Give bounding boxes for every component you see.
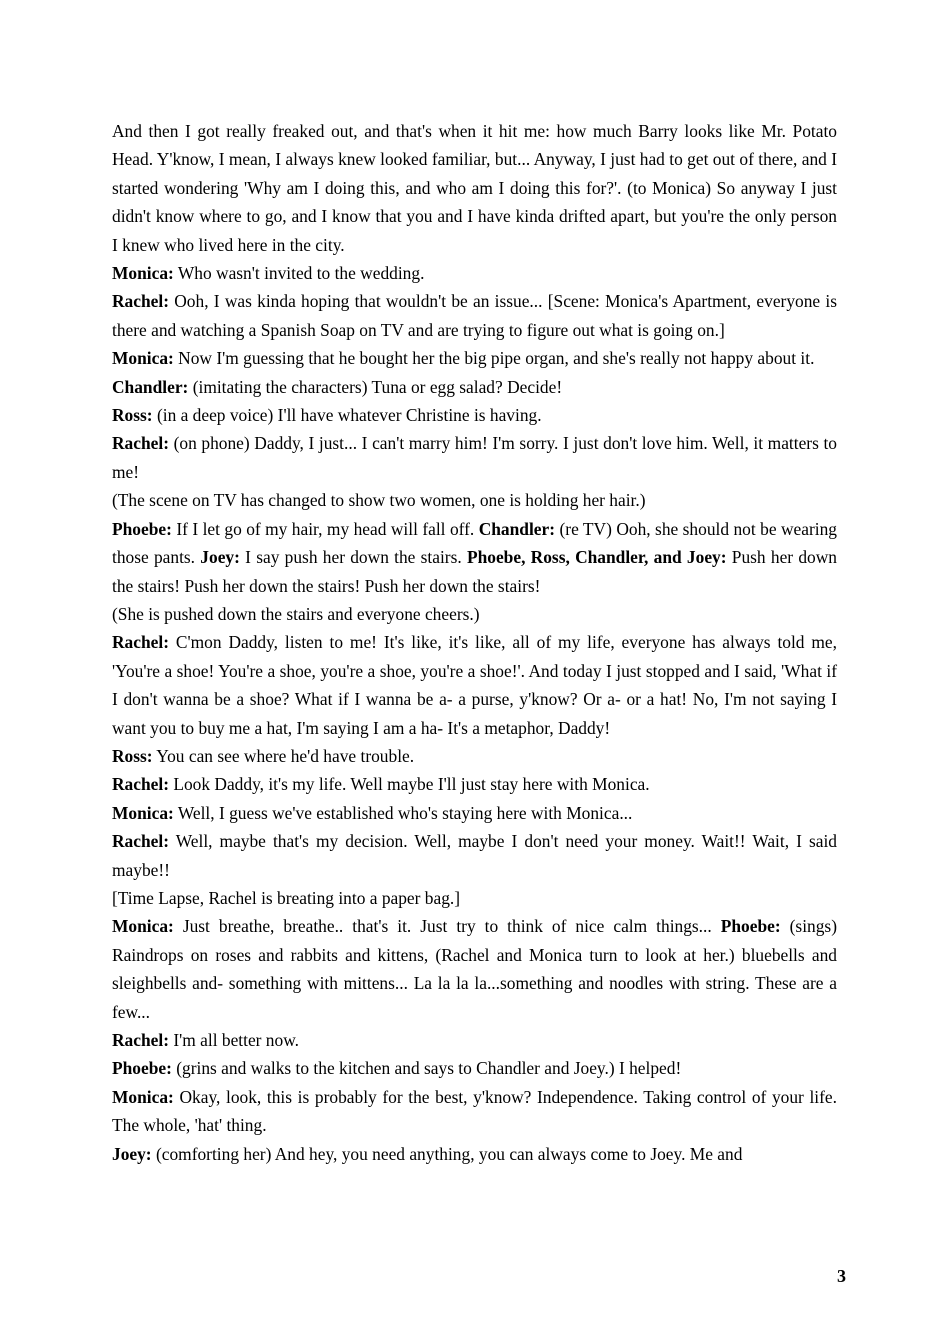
- dialogue-paragraph: [112, 1026, 837, 1054]
- dialogue-paragraph: [112, 1054, 837, 1082]
- speaker-name: Chandler:: [478, 518, 556, 539]
- speaker-name: Ross:: [112, 405, 153, 426]
- speaker-name: Joey:: [112, 1143, 152, 1164]
- dialogue-text: I say push her down the stairs.: [239, 547, 467, 568]
- speaker-name: Joey:: [200, 547, 240, 568]
- dialogue-text: Okay, look, this is probably for the best, y'know? Independence. Taking control of your life. The whole, 'hat' thing.: [112, 1086, 837, 1136]
- speaker-name: Rachel:: [112, 291, 169, 312]
- speaker-name: Phoebe:: [720, 916, 781, 937]
- dialogue-text: (in a deep voice) I'll have whatever Christine is having.: [152, 405, 542, 426]
- speaker-name: Rachel:: [112, 774, 169, 795]
- dialogue-paragraph: [112, 912, 837, 1026]
- dialogue-text: Ooh, I was kinda hoping that wouldn't be an issue... [Scene: Monica's Apartment, everyone is there and watching a Spanish Soap on TV and are trying to figure out what is going on.]: [112, 291, 837, 340]
- speaker-name: Rachel:: [112, 632, 169, 653]
- dialogue-paragraph: [112, 742, 837, 770]
- speaker-name: Monica:: [112, 1086, 174, 1107]
- dialogue-text: (comforting her) And hey, you need anything, you can always come to Joey. Me and: [151, 1143, 743, 1164]
- dialogue-text: You can see where he'd have trouble.: [152, 745, 415, 766]
- dialogue-paragraph: [112, 515, 837, 600]
- dialogue-paragraph: [112, 827, 837, 884]
- dialogue-text: I'm all better now.: [169, 1030, 299, 1050]
- speaker-name: Ross:: [112, 745, 153, 766]
- dialogue-paragraph: [112, 600, 837, 628]
- dialogue-paragraph: [112, 770, 837, 798]
- dialogue-text: Well, maybe that's my decision. Well, maybe I don't need your money. Wait!! Wait, I said maybe!!: [112, 831, 837, 880]
- dialogue-text: And then I got really freaked out, and that's when it hit me: how much Barry looks like Mr. Potato Head. Y'know, I mean, I always knew looked familiar, but... Anyway, I just had to get out of there, and I started wondering 'Why am I doing this, and who am I doing this for?'. (to Monica) So anyway I just didn't know where to go, and I know that you and I have kinda drifted apart, but you're the only person I knew who lived here in the city.: [112, 121, 837, 255]
- dialogue-text: (She is pushed down the stairs and everyone cheers.): [112, 603, 480, 624]
- dialogue-text: Push her down the stairs! Push her down the stairs! Push her down the stairs!: [112, 547, 837, 596]
- dialogue-text: Now I'm guessing that he bought her the big pipe organ, and she's really not happy about it.: [173, 348, 815, 369]
- dialogue-text: (The scene on TV has changed to show two women, one is holding her hair.): [112, 490, 646, 511]
- speaker-name: Rachel:: [112, 1030, 169, 1050]
- dialogue-paragraph: [112, 486, 837, 514]
- dialogue-text: If I let go of my hair, my head will fall off.: [171, 518, 479, 539]
- transcript-body: [112, 117, 837, 1168]
- speaker-name: Rachel:: [112, 831, 169, 852]
- dialogue-text: Who wasn't invited to the wedding.: [173, 263, 425, 284]
- dialogue-paragraph: [112, 799, 837, 827]
- dialogue-text: [Time Lapse, Rachel is breating into a paper bag.]: [112, 887, 461, 908]
- dialogue-paragraph: [112, 259, 837, 287]
- dialogue-paragraph: [112, 1083, 837, 1140]
- dialogue-text: (imitating the characters) Tuna or egg salad? Decide!: [188, 376, 563, 397]
- speaker-name: Rachel:: [112, 433, 169, 454]
- dialogue-paragraph: [112, 884, 837, 912]
- speaker-name: Monica:: [112, 263, 174, 284]
- dialogue-text: C'mon Daddy, listen to me! It's like, it's like, all of my life, everyone has always told me, 'You're a shoe! You're a shoe, you're a shoe, you're a shoe!'. And today I just stopped and I said, 'What if I don't wanna be a shoe? What if I wanna be a- a purse, y'know? Or a- or a hat! No, I'm not saying I want you to buy me a hat, I'm saying I am a ha- It's a metaphor, Daddy!: [112, 632, 837, 738]
- dialogue-paragraph: [112, 373, 837, 401]
- dialogue-paragraph: [112, 1140, 837, 1168]
- speaker-name: Chandler:: [112, 376, 189, 397]
- dialogue-text: (grins and walks to the kitchen and says to Chandler and Joey.) I helped!: [171, 1058, 682, 1079]
- dialogue-text: Well, I guess we've established who's staying here with Monica...: [173, 802, 633, 823]
- speaker-name: Phoebe, Ross, Chandler, and Joey:: [466, 547, 727, 568]
- speaker-name: Phoebe:: [112, 518, 172, 539]
- dialogue-paragraph: [112, 344, 837, 372]
- page-number: 3: [837, 1266, 846, 1286]
- dialogue-text: (re TV) Ooh, she should not be wearing those pants.: [112, 518, 837, 568]
- speaker-name: Phoebe:: [112, 1058, 172, 1079]
- speaker-name: Monica:: [112, 802, 174, 823]
- dialogue-text: (sings) Raindrops on roses and rabbits and kittens, (Rachel and Monica turn to look at her.) bluebells and sleighbells and- something with mittens... La la la la...something and noodles with string. These are a few...: [112, 916, 837, 1022]
- dialogue-paragraph: [112, 117, 837, 259]
- dialogue-paragraph: [112, 429, 837, 486]
- dialogue-text: Just breathe, breathe.. that's it. Just try to think of nice calm things...: [173, 916, 721, 937]
- dialogue-paragraph: [112, 628, 837, 742]
- dialogue-text: Look Daddy, it's my life. Well maybe I'll just stay here with Monica.: [169, 774, 650, 795]
- speaker-name: Monica:: [112, 916, 174, 937]
- dialogue-text: (on phone) Daddy, I just... I can't marry him! I'm sorry. I just don't love him. Well, it matters to me!: [112, 433, 837, 482]
- dialogue-paragraph: [112, 401, 837, 429]
- dialogue-paragraph: [112, 287, 837, 344]
- speaker-name: Monica:: [112, 348, 174, 369]
